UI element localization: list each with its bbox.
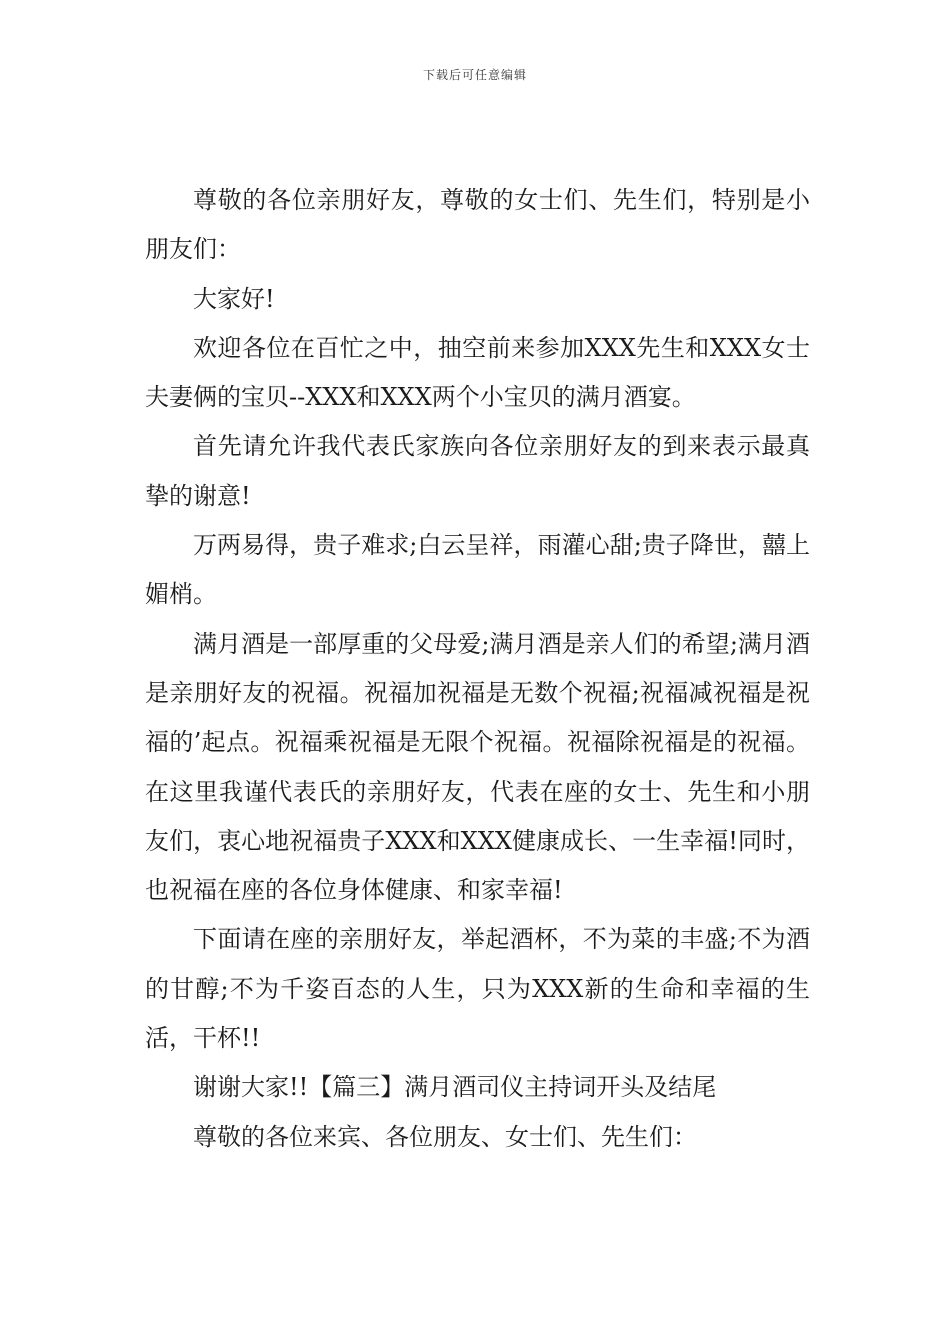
paragraph-opening-address: 尊敬的各位来宾、各位朋友、女士们、先生们： bbox=[193, 1122, 697, 1151]
header-note: 下载后可任意编辑 bbox=[422, 68, 527, 82]
paragraph-toast: 下面请在座的亲朋好友，举起酒杯，不为菜的丰盛;不为酒的甘醇;不为千姿百态的人生，只为XXX新的生命和幸福的生活，干杯!! bbox=[145, 925, 810, 1053]
paragraph-thanks: 首先请允许我代表氏家族向各位亲朋好友的到来表示最真挚的谢意! bbox=[145, 432, 810, 510]
paragraph-full-month-wine: 满月酒是一部厚重的父母爱;满月酒是亲人们的希望;满月酒是亲朋好友的祝福。祝福加祝福是无数个祝福;祝福减祝福是祝福的’起点。祝福乘祝福是无限个祝福。祝福除祝福是的祝福。在这里我谨代表氏的亲朋好友，代表在座的女士、先生和小朋友们，衷心地祝福贵子XXX和XXX健康成长、一生幸福!同时，也祝福在座的各位身体健康、和家幸福! bbox=[145, 629, 810, 905]
paragraph-section-title: 谢谢大家!!【篇三】满月酒司仪主持词开头及结尾 bbox=[193, 1073, 717, 1102]
paragraph-blessing-verse: 万两易得，贵子难求;白云呈祥，雨灌心甜;贵子降世，囍上媚梢。 bbox=[145, 531, 810, 609]
paragraph-welcome: 欢迎各位在百忙之中，抽空前来参加XXX先生和XXX女士夫妻俩的宝贝--XXX和XXX两个小宝贝的满月酒宴。 bbox=[145, 333, 810, 412]
paragraph-hello: 大家好! bbox=[193, 284, 275, 313]
document-body bbox=[145, 176, 810, 1162]
paragraph-greeting: 尊敬的各位亲朋好友，尊敬的女士们、先生们，特别是小朋友们： bbox=[145, 186, 810, 264]
